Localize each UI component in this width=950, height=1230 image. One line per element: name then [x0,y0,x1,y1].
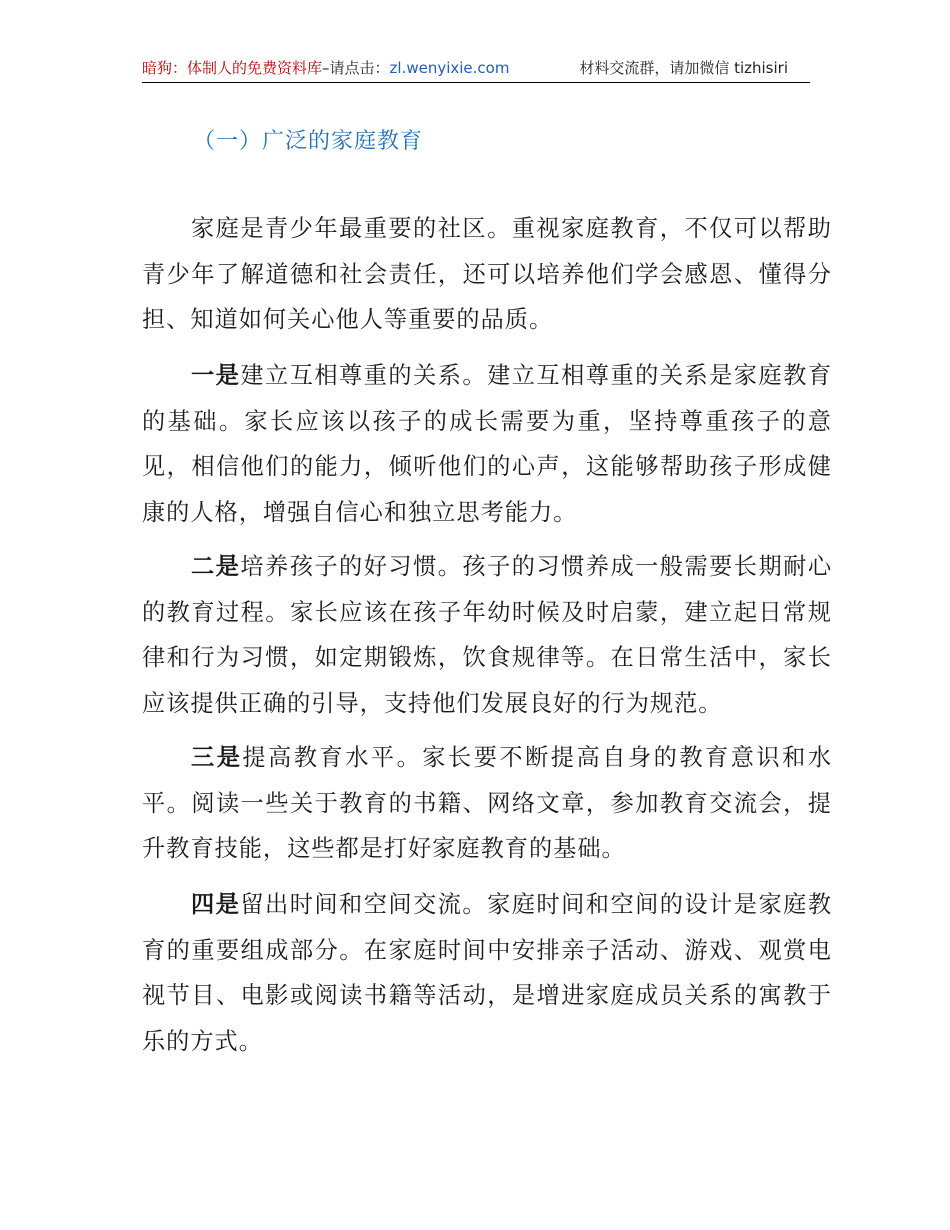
paragraph-point-4 [142,882,832,1064]
paragraph-intro [142,206,832,343]
paragraph-lead: 四是 [191,891,241,919]
paragraph-lead: 一是 [191,362,241,390]
paragraph-point-1 [142,353,832,535]
header-brand: 暗狗：体制人的免费资料库 [142,59,323,77]
header-url-link[interactable]: zl.wenyixie.com [389,59,510,77]
paragraph-point-2 [142,544,832,726]
paragraph-text: 培养孩子的好习惯。孩子的习惯养成一般需要长期耐心的教育过程。家长应该在孩子年幼时候及时启蒙，建立起日常规律和行为习惯，如定期锻炼，饮食规律等。在日常生活中，家长应该提供正确的引导，支持他们发展良好的行为规范。 [142,553,833,717]
paragraph-point-3 [142,735,832,872]
page-header [142,56,810,83]
header-click-prompt: –请点击： [322,59,390,77]
paragraph-lead: 三是 [191,744,243,772]
paragraph-text: 留出时间和空间交流。家庭时间和空间的设计是家庭教育的重要组成部分。在家庭时间中安排亲子活动、游戏、观赏电视节目、电影或阅读书籍等活动，是增进家庭成员关系的寓教于乐的方式。 [142,891,833,1055]
paragraph-text: 建立互相尊重的关系。建立互相尊重的关系是家庭教育的基础。家长应该以孩子的成长需要为重，坚持尊重孩子的意见，相信他们的能力，倾听他们的心声，这能够帮助孩子形成健康的人格，增强自信心和独立思考能力。 [142,362,833,526]
section-title: （一）广泛的家庭教育 [193,129,424,154]
paragraph-lead: 二是 [191,553,241,581]
header-group-text: 材料交流群，请加微信 tizhisiri [579,59,788,77]
paragraph-text: 家庭是青少年最重要的社区。重视家庭教育，不仅可以帮助青少年了解道德和社会责任，还可以培养他们学会感恩、懂得分担、知道如何关心他人等重要的品质。 [142,215,832,334]
paragraph-text: 提高教育水平。家长要不断提高自身的教育意识和水平。阅读一些关于教育的书籍、网络文章，参加教育交流会，提升教育技能，这些都是打好家庭教育的基础。 [142,744,833,863]
